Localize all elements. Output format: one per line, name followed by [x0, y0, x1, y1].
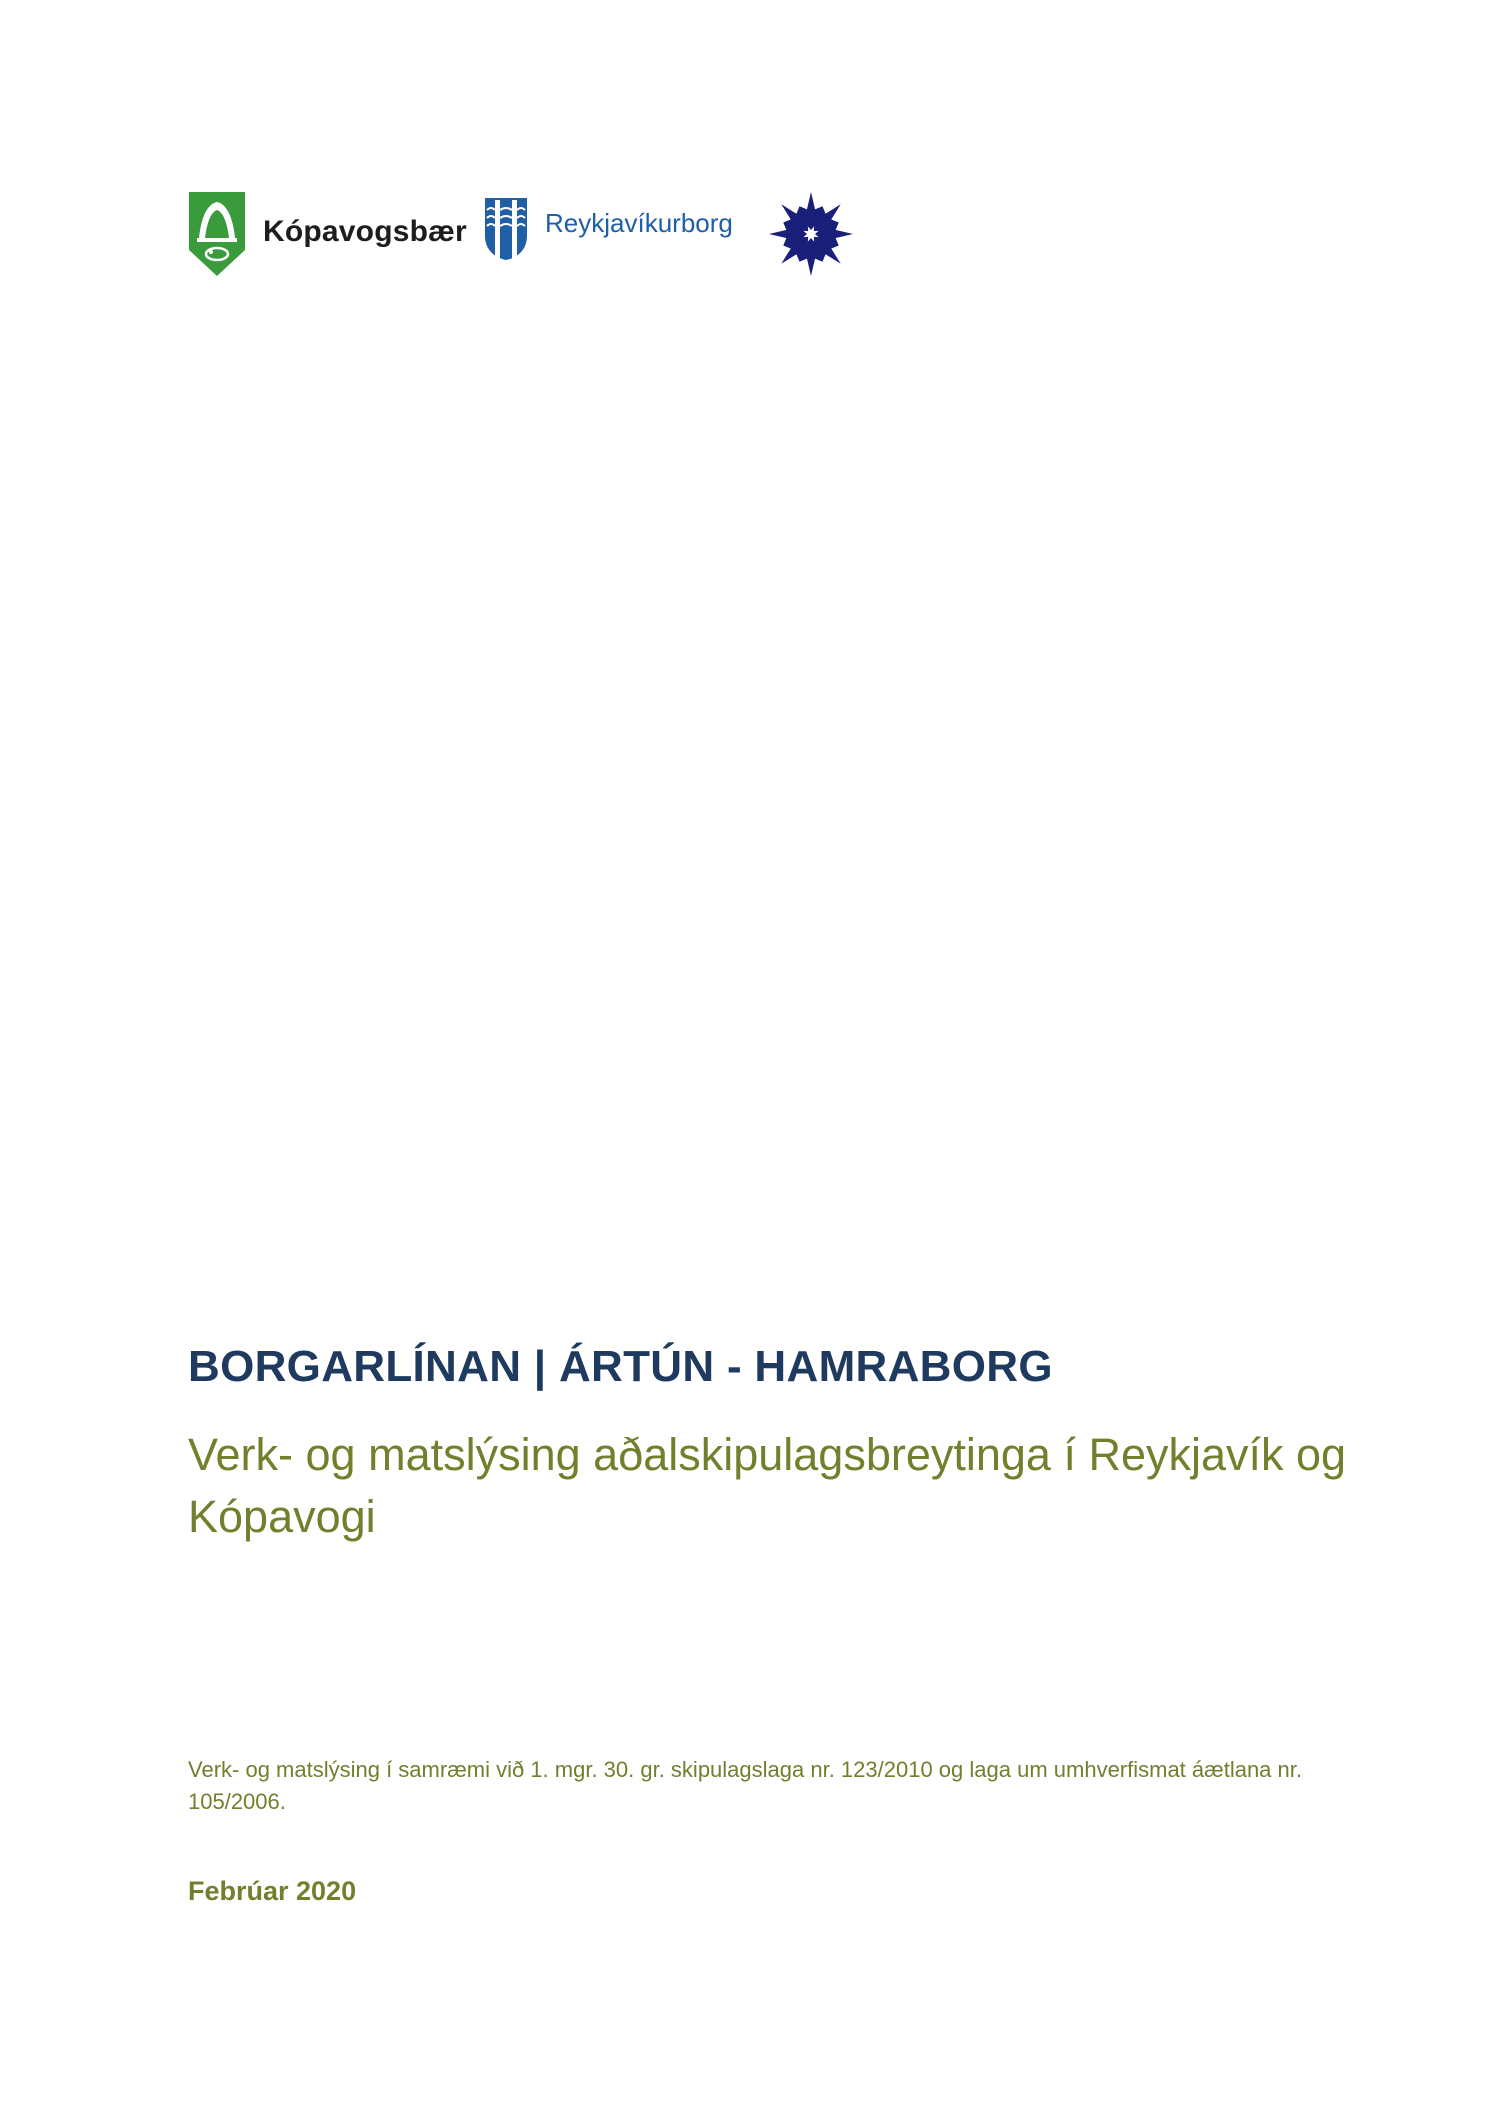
- reykjavik-wordmark: Reykjavíkurborg: [545, 208, 733, 238]
- reykjavik-logo: [483, 190, 743, 280]
- reykjavik-coat-of-arms-icon: [483, 196, 529, 262]
- kopavogur-wordmark: Kópavogsbær: [263, 215, 467, 248]
- kopavogur-logo: [187, 190, 467, 280]
- publication-date: Febrúar 2020: [188, 1876, 357, 1906]
- header-logos: [187, 190, 887, 280]
- document-title: BORGARLÍNAN | ÁRTÚN - HAMRABORG: [188, 1342, 1053, 1391]
- star-emblem-logo: [767, 190, 857, 280]
- document-subtitle: Verk- og matslýsing aðalskipulagsbreytinga í Reykjavík og Kópavogi: [188, 1429, 1347, 1542]
- kopavogur-coat-of-arms-icon: [187, 190, 247, 278]
- blue-star-emblem-icon: [767, 190, 855, 278]
- legal-reference-note: Verk- og matslýsing í samræmi við 1. mgr. 30. gr. skipulagslaga nr. 123/2010 og laga um umhverfismat áætlana nr. 105/2006.: [188, 1757, 1302, 1814]
